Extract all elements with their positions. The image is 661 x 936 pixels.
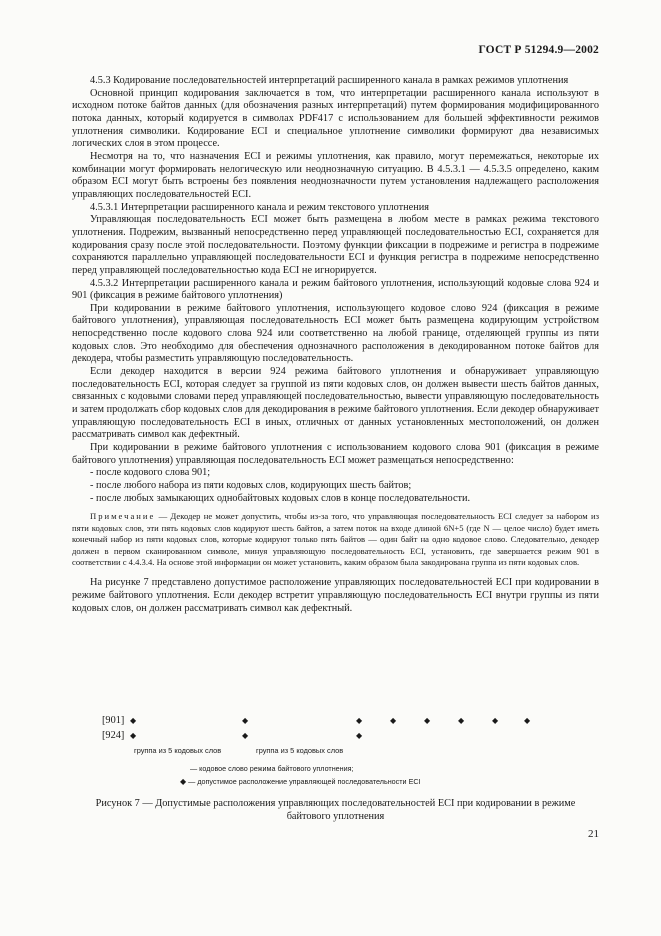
- standard-header: ГОСТ Р 51294.9—2002: [478, 44, 599, 56]
- row-901: [72, 715, 599, 727]
- list-item: - после любых замыкающих однобайтовых кодовых слов в конце последовательности.: [90, 492, 471, 504]
- row-924: [72, 730, 599, 742]
- diamond-icon: ◆: [492, 716, 499, 725]
- diamond-icon: ◆: [356, 716, 363, 725]
- section-heading: 4.5.3 Кодирование последовательностей интерпретаций расширенного канала в рамках режимов уплотнения: [90, 75, 569, 86]
- subsection-heading: 4.5.3.2 Интерпретации расширенного канала и режим байтового уплотнения, использующий кодовые слова 924 и 901 (фиксация в режиме байтового уплотнения): [72, 277, 599, 302]
- caption-line: Рисунок 7 — Допустимые расположения управляющих последовательностей ECI при кодировании в режиме: [95, 798, 576, 809]
- row-label-924: [924]: [102, 730, 125, 741]
- diamond-icon: ◆: [180, 777, 187, 786]
- paragraph: При кодировании в режиме байтового уплотнения, использующего кодовое слово 924 (фиксация в режиме байтового уплотнения), управляющая последовательность ECI может быть размещена кодирующим устройством непосредственно после кодового слова 924 или соответственно на любой границе, отделяющей группы из пяти кодовых слов. Это необходимо для обеспечения однозначного расположения в декодированном потоке байтов для декодера, чтобы разместить управляющую последовательность.: [72, 302, 599, 365]
- diamond-icon: ◆: [242, 731, 249, 740]
- diamond-icon: ◆: [356, 731, 363, 740]
- legend-eci: [180, 777, 421, 786]
- diamond-icon: ◆: [458, 716, 465, 725]
- diamond-icon: ◆: [130, 716, 137, 725]
- diamond-icon: ◆: [242, 716, 249, 725]
- group-label: группа из 5 кодовых слов: [134, 746, 222, 755]
- paragraph: Если декодер находится в версии 924 режима байтового уплотнения и обнаруживает управляющую последовательность ECI, которая следует за группой из пяти кодовых слов, он должен вывести шесть байтов данных, связанных с кодовыми словами перед управляющей последовательностью, вывести управляющую последовательность и затем продолжать сбор кодовых слов для декодирования в режиме байтового уплотнения. Если декодер обнаруживает управляющую последовательность ECI в иных, отличных от данных установленных местоположений, он должен рассматривать символ как дефектный.: [72, 366, 599, 441]
- figure-caption: [72, 797, 599, 823]
- diamond-icon: ◆: [424, 716, 431, 725]
- note-text: — Декодер не может допустить, чтобы из-за того, что управляющая последовательность ECI следует за набором из пяти кодовых слов, эти пять кодовых слов кодируют шесть байтов, а затем поток на входе длиной 6N+5 (где N — целое число) будет иметь конечный набор из пяти кодовых слов, которые кодируют только пять байтов — один байт на одно кодовое слово. Следовательно, декодер должен в первом сканированном символе, минуя управляющую последовательность ECI, установить, где завершается режим 901 в соответствии с 4.4.3.4. На основе этой информации он может установить, каким образом была закодирована группа из пяти кодовых слов.: [72, 511, 599, 567]
- paragraph: Управляющая последовательность ECI может быть размещена в любом месте в рамках режима текстового уплотнения. Подрежим, вызванный непосредственно перед управляющей последовательностью ECI, сохраняется для кодирования сразу после этой последовательности. Поэтому функции фиксации в подрежиме и регистра в подрежиме сохраняются параллельно управляющей последовательности ECI и функция регистра в подрежиме непосредственно перед управляющей последовательностью кода ECI не игнорируется.: [72, 214, 599, 276]
- note-lead: Примечание: [90, 511, 156, 522]
- legend-codeword: — кодовое слово режима байтового уплотнения;: [190, 764, 354, 773]
- paragraph: Основной принцип кодирования заключается в том, что интерпретации расширенного канала используют в исходном потоке байтов данных (для обозначения разных интерпретаций) путем формирования модифицированного потока данных, который кодируется в символах PDF417 с использованием для большей эффективности режимов уплотнения символики. Кодирование ECI и специальное уплотнение символики формируют два независимых логических слоя в этом процессе.: [72, 87, 599, 150]
- body-text: [72, 75, 599, 615]
- note: [72, 511, 599, 568]
- legend-eci-text: — допустимое расположение управляющей последовательности ECI: [188, 777, 421, 786]
- list-item: - после любого набора из пяти кодовых слов, кодирующих шесть байтов;: [90, 480, 412, 491]
- diamond-icon: ◆: [130, 731, 137, 740]
- caption-line: байтового уплотнения: [286, 811, 385, 822]
- subsection-heading: 4.5.3.1 Интерпретации расширенного канала и режим текстового уплотнения: [90, 201, 429, 213]
- paragraph: При кодировании в режиме байтового уплотнения с использованием кодового слова 901 (фиксация в режиме байтового уплотнения) управляющая последовательность ECI может размещаться непосредственно:: [72, 442, 599, 466]
- diamond-icon: ◆: [390, 716, 397, 725]
- paragraph: На рисунке 7 представлено допустимое расположение управляющих последовательностей ECI при кодировании в режиме байтового уплотнения. Если декодер встретит управляющую последовательность ECI внутри группы из пяти кодовых слов, он должен рассматривать символ как дефектный.: [72, 577, 599, 614]
- group-label: группа из 5 кодовых слов: [256, 746, 344, 755]
- diamond-icon: ◆: [524, 716, 531, 725]
- list-item: - после кодового слова 901;: [90, 467, 211, 479]
- paragraph: Несмотря на то, что назначения ECI и режимы уплотнения, как правило, могут перемежаться, некоторые их комбинации могут формировать нелогическую или неоднозначную ситуацию. В 4.5.3.1 — 4.5.3.5 определено, каким образом ECI могут быть встроены без появления неоднозначности путем установления надлежащего расположения управляющих последовательностей ECI.: [72, 150, 599, 200]
- row-label-901: [901]: [102, 715, 125, 726]
- page-number: 21: [588, 828, 599, 840]
